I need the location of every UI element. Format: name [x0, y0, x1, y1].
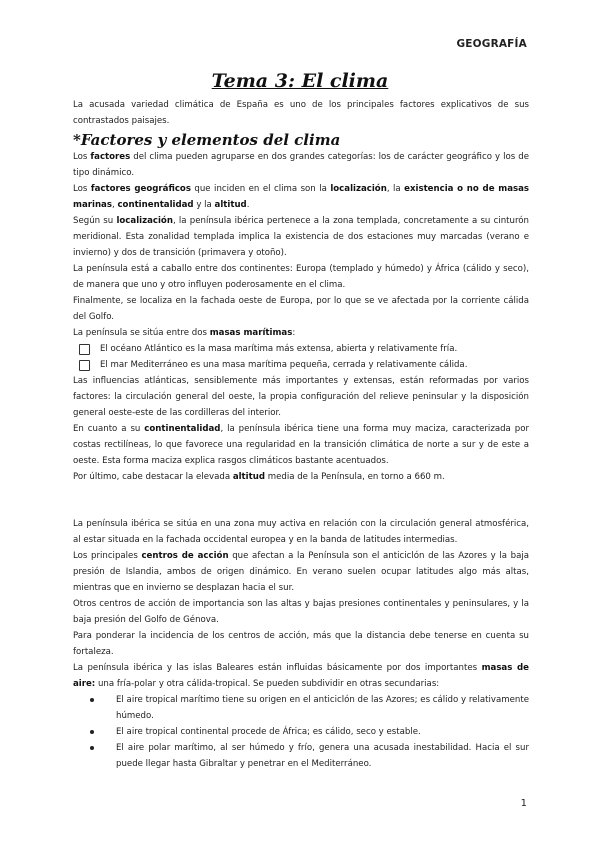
- text-run: En cuanto a su: [73, 424, 145, 434]
- text-run: La península ibérica se sitúa en una zona muy activa en relación con la circulación general atmosférica, al estar situada en la fachada occidental europea y en la banda de latitudes intermedias.: [73, 519, 529, 545]
- bullet-item: [73, 692, 529, 724]
- document-body: [73, 97, 529, 772]
- bullet-text: El aire polar marítimo, al ser húmedo y frío, genera una acusada inestabilidad. Hacia el sur puede llegar hasta Gibraltar y penetrar en el Mediterráneo.: [116, 743, 529, 769]
- text-run: y la: [193, 200, 215, 210]
- text-run: que afectan a la Península son el anticiclón de las Azores y la baja presión de Islandia, ambos de origen dinámico. En verano suelen ocupar latitudes algo más altas, mientras que en invierno se desplazan hacia el sur.: [73, 551, 529, 593]
- spacer: [73, 485, 529, 516]
- paragraph: [73, 149, 529, 181]
- paragraph: [73, 213, 529, 261]
- text-run: Los: [73, 152, 91, 162]
- bold-term: masas marítimas: [209, 328, 293, 338]
- text-run: Las influencias atlánticas, sensiblemente más importantes y extensas, están reformadas por varios factores: la circulación general del oeste, la propia configuración del relieve peninsular y la disposición general oeste-este de las cordilleras del interior.: [73, 376, 529, 418]
- paragraph: [73, 660, 529, 692]
- checkbox[interactable]: [79, 360, 90, 371]
- section-heading: *Factores y elementos del clima: [73, 131, 341, 149]
- text-run: .: [246, 200, 250, 210]
- paragraph: [73, 516, 529, 548]
- paragraph: [73, 596, 529, 628]
- text-run: Según su: [73, 216, 117, 226]
- text-run: Finalmente, se localiza en la fachada oeste de Europa, por lo que se ve afectada por la corriente cálida del Golfo.: [73, 296, 529, 322]
- checklist-item: [73, 357, 529, 373]
- bold-term: continentalidad: [144, 424, 221, 434]
- text-run: :: [292, 328, 296, 338]
- bold-term: existencia o no de masas marinas: [73, 184, 530, 210]
- bold-term: centros de acción: [141, 551, 229, 561]
- text-run: La península ibérica y las islas Baleares están influidas básicamente por dos importantes: [73, 663, 482, 673]
- paragraph: [73, 97, 529, 129]
- text-run: media de la Península, en torno a 660 m.: [265, 472, 445, 482]
- air-masses-list: [73, 692, 529, 772]
- text-run: una fría-polar y otra cálida-tropical. Se pueden subdividir en otras secundarias:: [95, 679, 440, 689]
- paragraph: [73, 469, 529, 485]
- text-run: que inciden en el clima son la: [190, 184, 331, 194]
- page-number: 1: [520, 798, 527, 809]
- bold-term: altitud: [214, 200, 247, 210]
- text-run: , la: [386, 184, 405, 194]
- bullet-icon: [90, 730, 94, 734]
- bullet-item: [73, 740, 529, 772]
- bullet-icon: [90, 746, 94, 750]
- paragraph: [73, 548, 529, 596]
- maritime-masses-checklist: [73, 341, 529, 373]
- document-header: GEOGRAFÍA: [456, 38, 527, 50]
- text-run: La acusada variedad climática de España es uno de los principales factores explicativos de sus contrastados paisajes.: [73, 100, 529, 126]
- text-run: , la península ibérica pertenece a la zona templada, concretamente a su cinturón meridional. Esta zonalidad templada implica la existencia de dos estaciones muy marcadas (verano e invierno) y dos de transición (primavera y otoño).: [73, 216, 530, 258]
- text-run: La península está a caballo entre dos continentes: Europa (templado y húmedo) y África (cálido y seco), de manera que uno y otro influyen poderosamente en el clima.: [73, 264, 529, 290]
- paragraph: [73, 261, 529, 293]
- paragraph: [73, 293, 529, 325]
- paragraph: [73, 628, 529, 660]
- intro-section: [73, 97, 529, 129]
- dynamic-factors-section: [73, 516, 529, 692]
- text-run: Los principales: [73, 551, 142, 561]
- text-run: Para ponderar la incidencia de los centros de acción, más que la distancia debe tenerse en cuenta su fortaleza.: [73, 631, 529, 657]
- checklist-item-text: El océano Atlántico es la masa marítima más extensa, abierta y relativamente fría.: [100, 344, 458, 354]
- checkbox[interactable]: [79, 344, 90, 355]
- bullet-text: El aire tropical continental procede de África; es cálido, seco y estable.: [116, 727, 421, 737]
- bold-term: continentalidad: [117, 200, 194, 210]
- continentality-section: [73, 373, 529, 485]
- checklist-item-text: El mar Mediterráneo es una masa marítima pequeña, cerrada y relativamente cálida.: [100, 360, 468, 370]
- text-run: , la península ibérica tiene una forma muy maciza, caracterizada por costas rectilíneas, lo que favorece una regularidad en la transición climática de norte a sur y de este a oeste. Esta forma maciza explica rasgos climáticos bastante acentuados.: [73, 424, 529, 466]
- bold-term: altitud: [232, 472, 265, 482]
- text-run: ,: [111, 200, 118, 210]
- bullet-item: [73, 724, 529, 740]
- bold-term: masas de aire:: [73, 663, 529, 689]
- bold-term: localización: [330, 184, 387, 194]
- paragraph: [73, 325, 529, 341]
- bold-term: factores geográficos: [90, 184, 191, 194]
- bold-term: localización: [116, 216, 173, 226]
- paragraph: [73, 181, 529, 213]
- text-run: La península se sitúa entre dos: [73, 328, 210, 338]
- checklist-item: [73, 341, 529, 357]
- text-run: del clima pueden agruparse en dos grandes categorías: los de carácter geográfico y los de tipo dinámico.: [73, 152, 529, 178]
- text-run: Por último, cabe destacar la elevada: [73, 472, 233, 482]
- paragraph: [73, 373, 529, 421]
- bullet-text: El aire tropical marítimo tiene su origen en el anticiclón de las Azores; es cálido y relativamente húmedo.: [116, 695, 529, 721]
- text-run: Otros centros de acción de importancia son las altas y bajas presiones continentales y peninsulares, y la baja presión del Golfo de Génova.: [73, 599, 529, 625]
- bold-term: factores: [90, 152, 131, 162]
- geographic-factors-section: [73, 149, 529, 341]
- text-run: Los: [73, 184, 91, 194]
- bullet-icon: [90, 698, 94, 702]
- page-title: Tema 3: El clima: [211, 70, 389, 92]
- paragraph: [73, 421, 529, 469]
